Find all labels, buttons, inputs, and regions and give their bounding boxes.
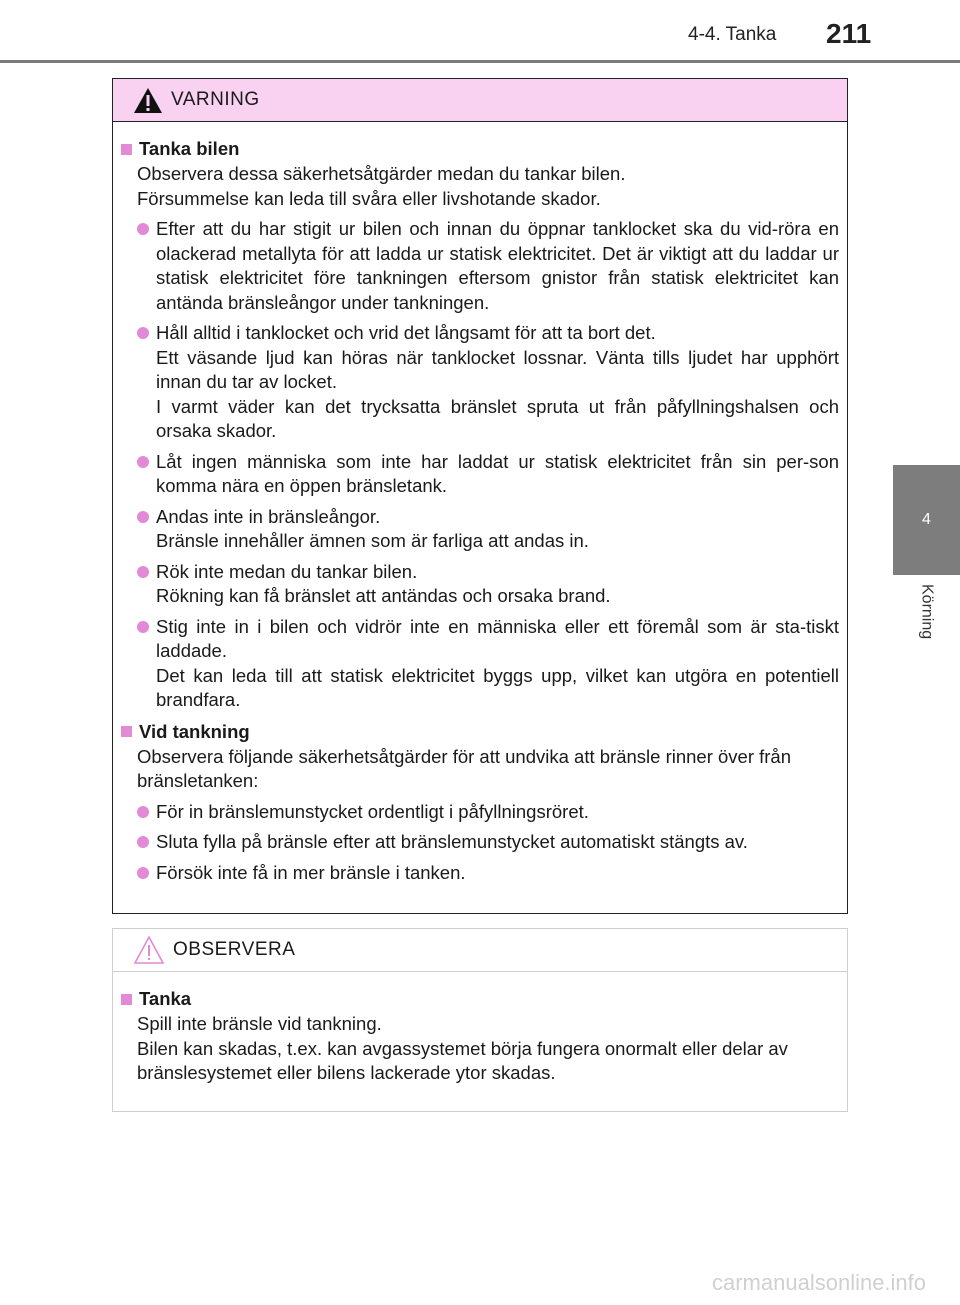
square-bullet-icon <box>121 994 132 1005</box>
section-heading-text: Tanka <box>139 988 192 1009</box>
list-item-line: Försök inte få in mer bränsle i tanken. <box>156 861 466 883</box>
notice-body <box>113 972 847 1086</box>
warning-header <box>113 79 847 122</box>
list-item <box>121 560 839 609</box>
section <box>121 986 839 1086</box>
section-intro <box>121 745 839 794</box>
square-bullet-icon <box>121 144 132 155</box>
list-item-text <box>156 615 839 713</box>
notice-box <box>112 928 848 1112</box>
round-bullet-icon <box>137 566 149 578</box>
warning-title: VARNING <box>171 89 260 110</box>
section-heading <box>121 719 839 745</box>
list-item-text <box>156 321 839 444</box>
list-item <box>121 800 839 825</box>
section <box>121 719 839 886</box>
intro-line: Observera följande säkerhetsåtgärder för att undvika att bränsle rinner över från bränsletanken: <box>137 745 792 791</box>
list-item-text <box>156 830 839 855</box>
section-intro <box>121 162 839 211</box>
list-item-line: I varmt väder kan det trycksatta bränslet spruta ut från påfyllningshalsen och orsaka skador. <box>156 395 839 441</box>
round-bullet-icon <box>137 511 149 523</box>
warning-box <box>112 78 848 914</box>
section-heading-text: Vid tankning <box>139 720 250 742</box>
list-item <box>121 505 839 554</box>
section-heading <box>121 136 839 162</box>
list-item <box>121 830 839 855</box>
list-item-text <box>156 450 839 499</box>
warning-icon <box>133 87 163 114</box>
round-bullet-icon <box>137 456 149 468</box>
list-item-text <box>156 861 839 886</box>
list-item-text <box>156 217 839 315</box>
list-item-line: Rök inte medan du tankar bilen. <box>156 560 418 582</box>
list-item-text <box>156 560 839 609</box>
round-bullet-icon <box>137 867 149 879</box>
round-bullet-icon <box>137 806 149 818</box>
list-item-text <box>156 800 839 825</box>
list-item <box>121 450 839 499</box>
notice-title: OBSERVERA <box>173 939 296 960</box>
square-bullet-icon <box>121 726 132 737</box>
list-item-line: Stig inte in i bilen och vidrör inte en människa eller ett föremål som är sta-tiskt laddade. <box>156 615 839 661</box>
round-bullet-icon <box>137 836 149 848</box>
list-item-line: Håll alltid i tanklocket och vrid det långsamt för att ta bort det. <box>156 322 656 343</box>
intro-line: Försummelse kan leda till svåra eller livshotande skador. <box>137 187 601 209</box>
page-number: 211 <box>826 18 872 49</box>
chapter-label: Körning <box>918 584 936 640</box>
section <box>121 136 839 713</box>
list-item-line: Andas inte in bränsleångor. <box>156 505 381 527</box>
round-bullet-icon <box>137 223 149 235</box>
intro-line: Observera dessa säkerhetsåtgärder medan du tankar bilen. <box>137 163 626 184</box>
intro-line: Bilen kan skadas, t.ex. kan avgassystemet börja fungera onormalt eller delar av bränslesystemet eller bilens lackerade ytor skadas. <box>137 1037 788 1083</box>
list-item-line: För in bränslemunstycket ordentligt i påfyllningsröret. <box>156 800 589 822</box>
list-item-line: Ett väsande ljud kan höras när tanklocket lossnar. Vänta tills ljudet har upphört innan du tar av locket. <box>156 346 839 392</box>
round-bullet-icon <box>137 621 149 633</box>
warning-body <box>113 122 847 885</box>
chapter-tab-label <box>893 580 960 680</box>
list-item <box>121 861 839 886</box>
list-item-text <box>156 505 839 554</box>
list-item <box>121 321 839 444</box>
list-item-line: Det kan leda till att statisk elektricitet byggs upp, vilket kan utgöra en potentiell brandfara. <box>156 664 839 710</box>
list-item-line: Efter att du har stigit ur bilen och innan du öppnar tanklocket ska du vid-röra en olackerad metallyta för att ladda ur statisk elektricitet. Det är viktigt att du laddar ur statisk elektricitet före tankningen eftersom gnistor från statisk elektricitet kan antända bränsleångor under tankningen. <box>156 218 839 313</box>
header-divider <box>0 60 960 63</box>
round-bullet-icon <box>137 327 149 339</box>
list-item-line: Bränsle innehåller ämnen som är farliga att andas in. <box>156 530 589 551</box>
list-item-line: Rökning kan få bränslet att antändas och orsaka brand. <box>156 585 611 606</box>
list-item <box>121 217 839 315</box>
list-item <box>121 615 839 713</box>
caution-icon <box>133 935 165 965</box>
chapter-number: 4 <box>922 511 931 528</box>
list-item-line: Låt ingen människa som inte har laddat ur statisk elektricitet från sin per-son komma nära en öppen bränsletank. <box>156 450 839 496</box>
notice-header <box>113 929 847 972</box>
intro-line: Spill inte bränsle vid tankning. <box>137 1013 382 1034</box>
list-item-line: Sluta fylla på bränsle efter att bränslemunstycket automatiskt stängts av. <box>156 831 748 852</box>
chapter-tab[interactable] <box>893 465 960 575</box>
section-heading <box>121 986 839 1012</box>
section-heading-text: Tanka bilen <box>139 138 240 159</box>
section-intro <box>121 1012 839 1086</box>
header-section-title: 4-4. Tanka <box>688 24 777 45</box>
watermark-text: carmanualsonline.info <box>712 1270 927 1295</box>
